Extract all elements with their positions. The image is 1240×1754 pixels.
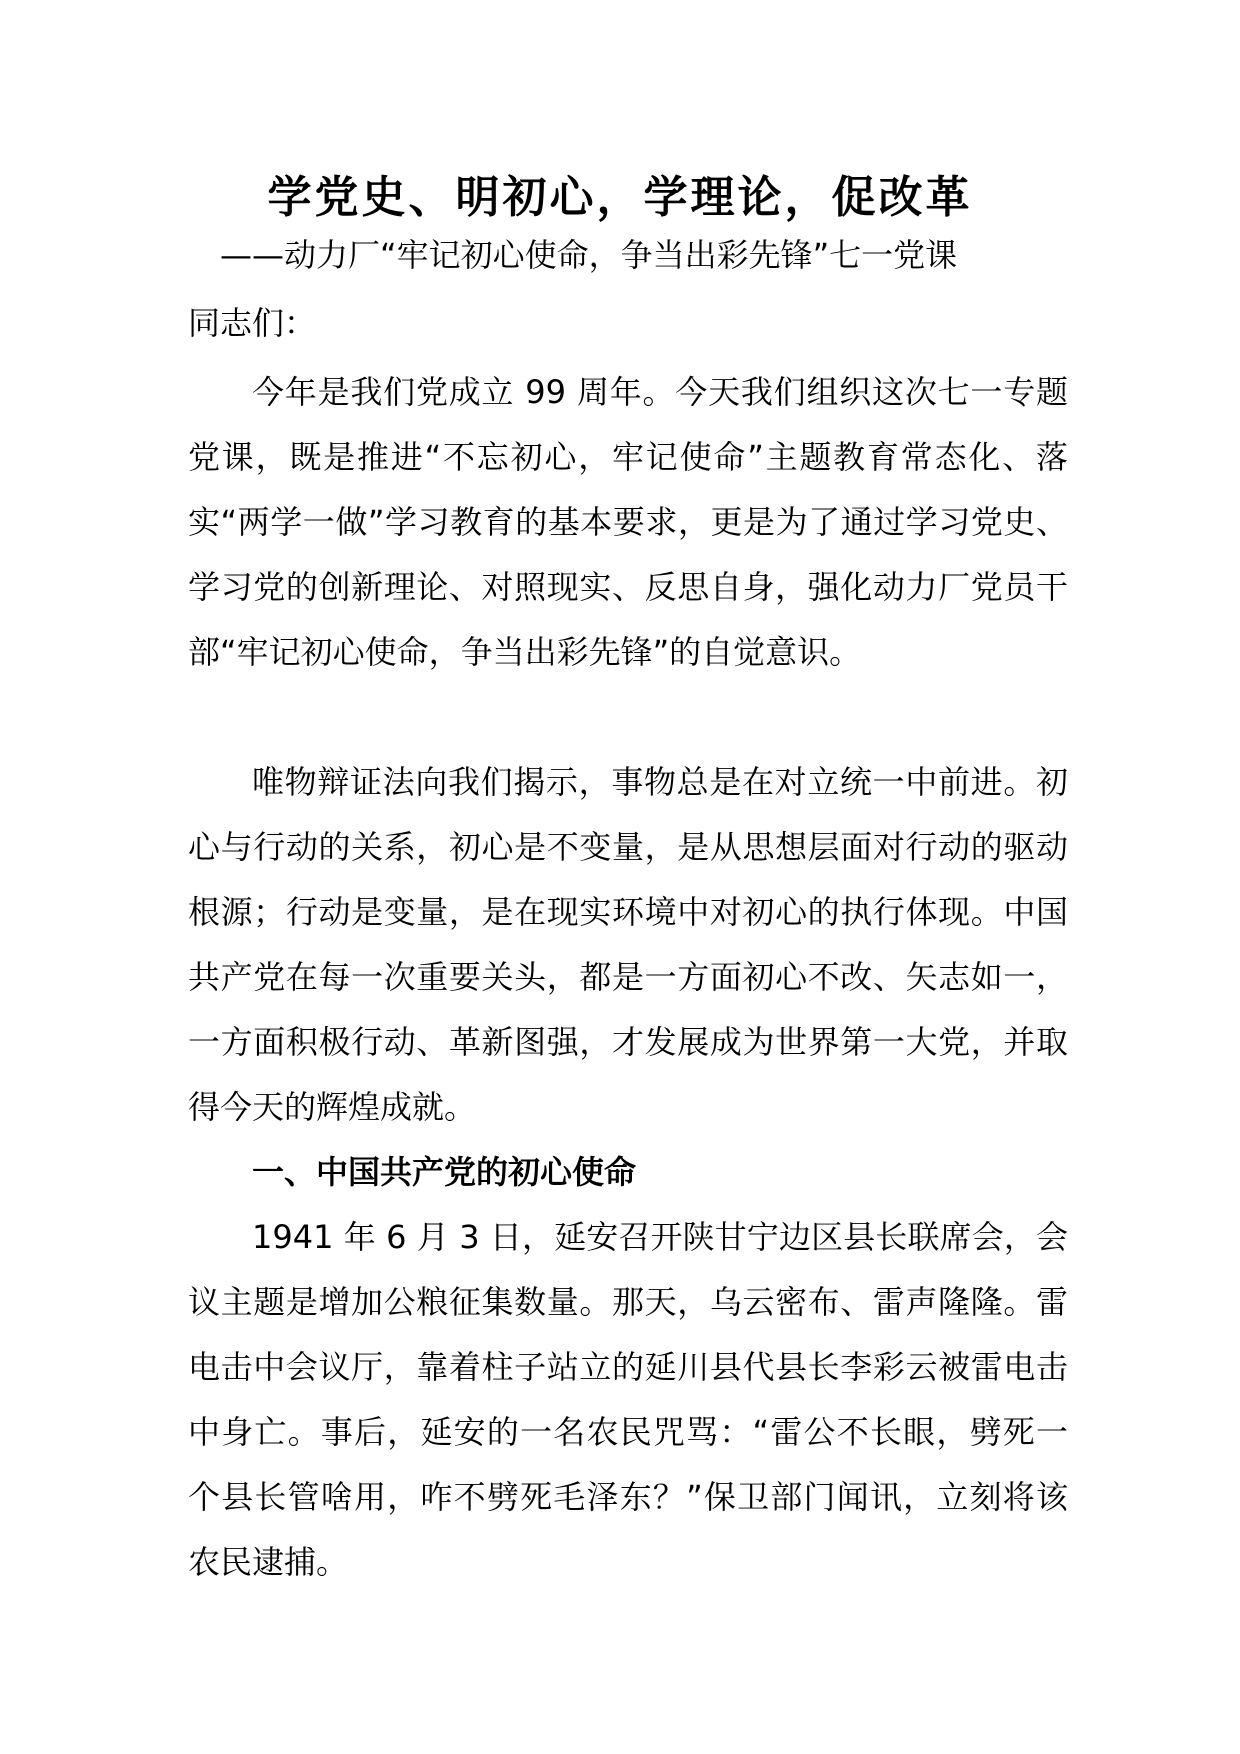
paragraph-intro: 今年是我们党成立 99 周年。今天我们组织这次七一专题党课，既是推进“不忘初心，牢记使命”主题教育常态化、落实“两学一做”学习教育的基本要求，更是为了通过学习党史、学习党的创新理论、对照现实、反思自身，强化动力厂党员干部“牢记初心使命，争当出彩先锋”的自觉意识。 <box>188 373 1068 671</box>
section-heading: 一、中国共产党的初心使命 <box>252 1153 637 1191</box>
salutation: 同志们： <box>188 304 317 342</box>
document-title: 学党史、明初心，学理论，促改革 <box>267 172 973 223</box>
paragraph-section-1: 1941 年 6 月 3 日，延安召开陕甘宁边区县长联席会，会议主题是增加公粮征集数量。那天，乌云密布、雷声隆隆。雷电击中会议厅，靠着柱子站立的延川县代县长李彩云被雷电击中身亡。事后，延安的一名农民咒骂：“雷公不长眼，劈死一个县长管啥用，咋不劈死毛泽东？”保卫部门闻讯，立刻将该农民逮捕。 <box>188 1218 1068 1581</box>
paragraph-dialectics: 唯物辩证法向我们揭示，事物总是在对立统一中前进。初心与行动的关系，初心是不变量，是从思想层面对行动的驱动根源；行动是变量，是在现实环境中对初心的执行体现。中国共产党在每一次重要关头，都是一方面初心不改、矢志如一，一方面积极行动、革新图强，才发展成为世界第一大党，并取得今天的辉煌成就。 <box>188 763 1068 1126</box>
document-subtitle: ——动力厂“牢记初心使命，争当出彩先锋”七一党课 <box>220 236 958 274</box>
